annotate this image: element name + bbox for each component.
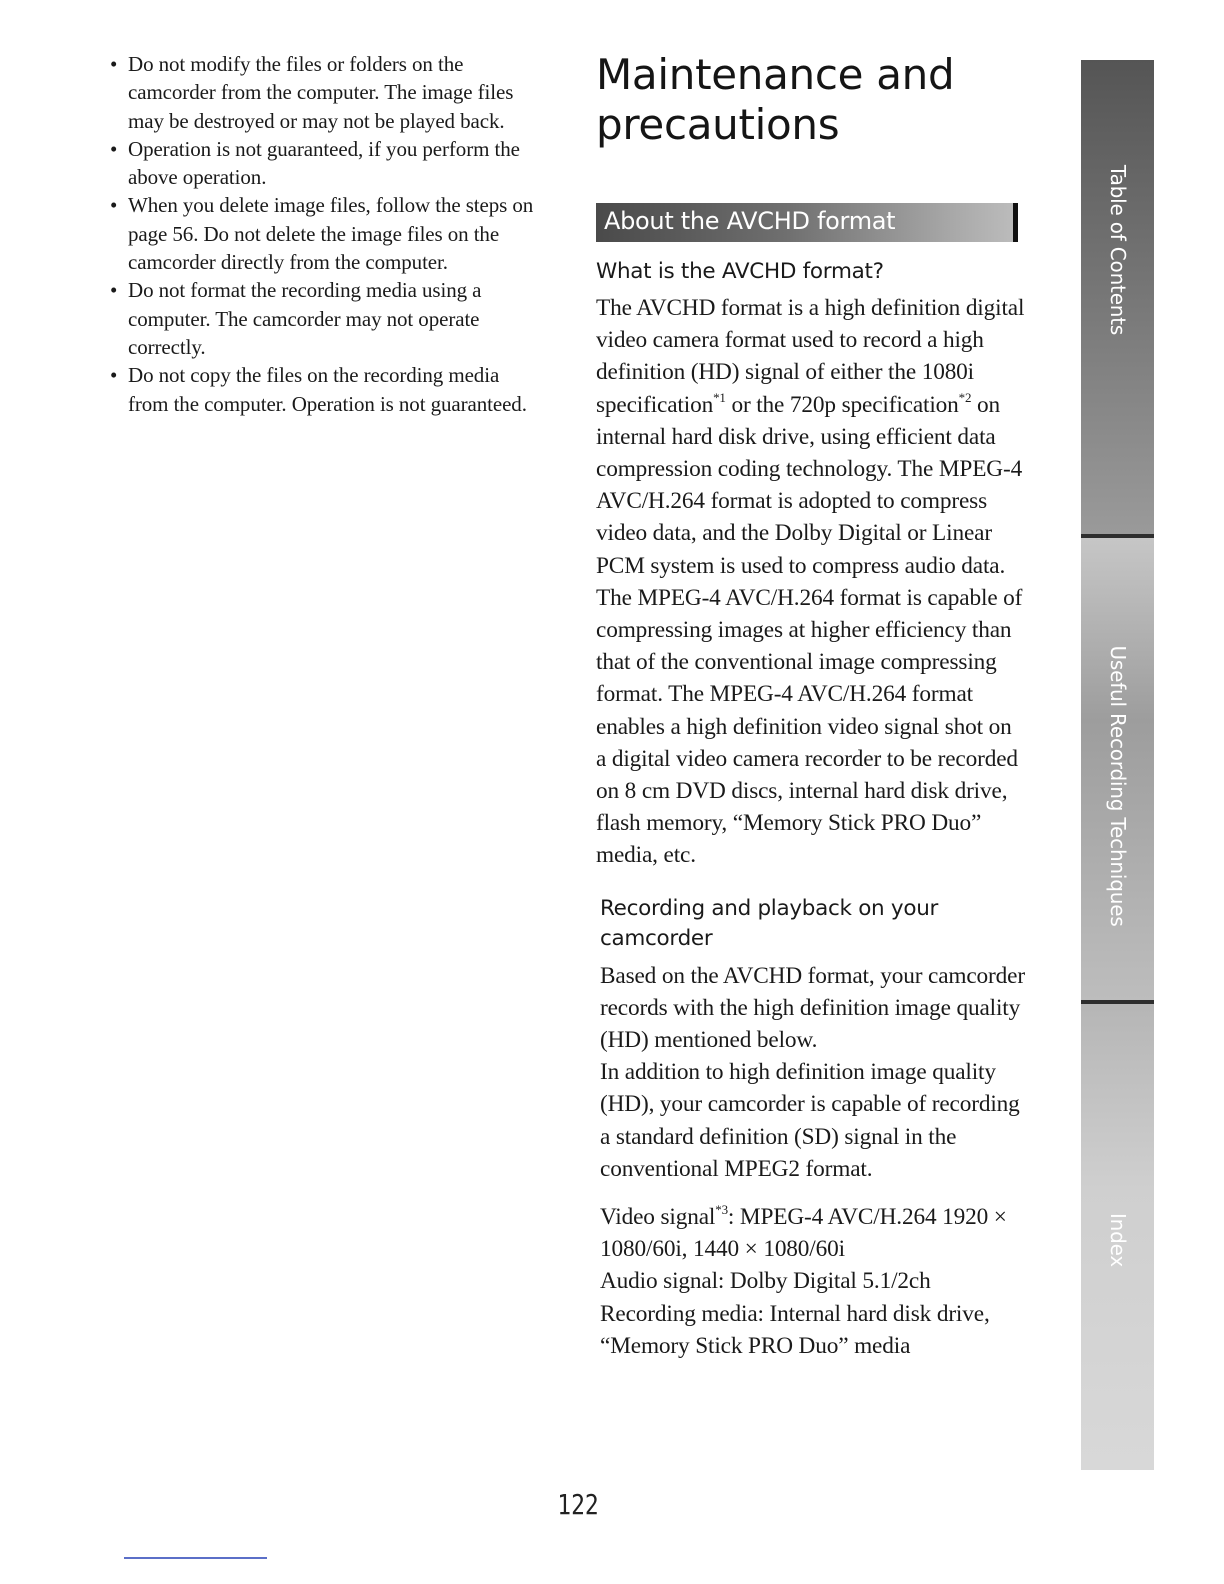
tab-label-index: Index: [1105, 1212, 1130, 1267]
paragraph-sd-capability: In addition to high definition image quality (HD), your camcorder is capable of recording a standard definition (SD) signal in the conventional MPEG2 format.: [600, 1059, 1020, 1182]
left-column: [108, 50, 540, 418]
section-header-bar: [596, 203, 1018, 242]
tab-divider: [1081, 1000, 1154, 1004]
page-title: [596, 50, 1026, 150]
subheading-recording-playback: Recording and playback on your camcorder: [600, 895, 939, 951]
right-column: [596, 50, 1026, 1359]
footer-rule: [124, 1557, 267, 1559]
precautions-list: [108, 50, 540, 418]
subheading-what-is-avchd: What is the AVCHD format?: [596, 259, 884, 284]
paragraph-avchd-description: [596, 292, 1026, 872]
page-title-line1: Maintenance and: [596, 50, 955, 99]
paragraph-text: or the 720p specification: [725, 391, 959, 418]
spec-video-signal: [600, 1201, 1026, 1265]
footnote-ref: *2: [958, 389, 972, 405]
page-number: 122: [557, 1488, 599, 1521]
footnote-ref: *1: [713, 389, 726, 405]
tab-table-of-contents[interactable]: [1081, 60, 1154, 534]
paragraph-text: The AVCHD format is a high definition digital video camera format used to record a high definition (HD) signal of either the 1080i specification: [596, 295, 1025, 418]
section-body: [596, 257, 1026, 1362]
spec-value: : MPEG-4 AVC/H.264 1920 × 1080/60i, 1440 × 1080/60i: [600, 1204, 1007, 1263]
section-title: About the AVCHD format: [604, 207, 896, 235]
side-tab-bar: [1081, 60, 1154, 1470]
list-item: • Do not modify the files or folders on the camcorder from the computer. The image files may be destroyed or may not be played back.: [108, 50, 540, 135]
paragraph-based-on-avchd: Based on the AVCHD format, your camcorder records with the high definition image quality (HD) mentioned below.: [600, 962, 1025, 1054]
list-item: • Do not format the recording media using a computer. The camcorder may not operate correctly.: [108, 276, 540, 361]
tab-label-techniques: Useful Recording Techniques: [1105, 645, 1130, 927]
footnote-ref: *3: [715, 1202, 728, 1218]
spec-recording-media: Recording media: Internal hard disk drive, “Memory Stick PRO Duo” media: [600, 1300, 990, 1359]
tab-index[interactable]: [1081, 1000, 1154, 1470]
page-title-line2: precautions: [596, 100, 840, 149]
tab-divider: [1081, 534, 1154, 538]
list-item: • Operation is not guaranteed, if you perform the above operation.: [108, 135, 540, 192]
spec-list: [596, 1201, 1026, 1362]
list-item: • When you delete image files, follow the steps on page 56. Do not delete the image files on the camcorder directly from the computer.: [108, 191, 540, 276]
paragraph-text: on internal hard disk drive, using efficient data compression coding technology. The MPEG-4 AVC/H.264 format is adopted to compress video data, and the Dolby Digital or Linear PCM system is used to compress audio data. The MPEG-4 AVC/H.264 format is capable of compressing images at higher efficiency than that of the conventional image compressing format. The MPEG-4 AVC/H.264 format enables a high definition video signal shot on a digital video camera recorder to be recorded on 8 cm DVD discs, internal hard disk drive, flash memory, “Memory Stick PRO Duo” media, etc.: [596, 391, 1023, 869]
spec-audio-signal: Audio signal: Dolby Digital 5.1/2ch: [600, 1268, 931, 1295]
tab-label-toc: Table of Contents: [1105, 164, 1130, 335]
tab-useful-recording-techniques[interactable]: [1081, 534, 1154, 1000]
spec-label: Video signal: [600, 1204, 716, 1231]
list-item: • Do not copy the files on the recording media from the computer. Operation is not guaranteed.: [108, 361, 540, 418]
